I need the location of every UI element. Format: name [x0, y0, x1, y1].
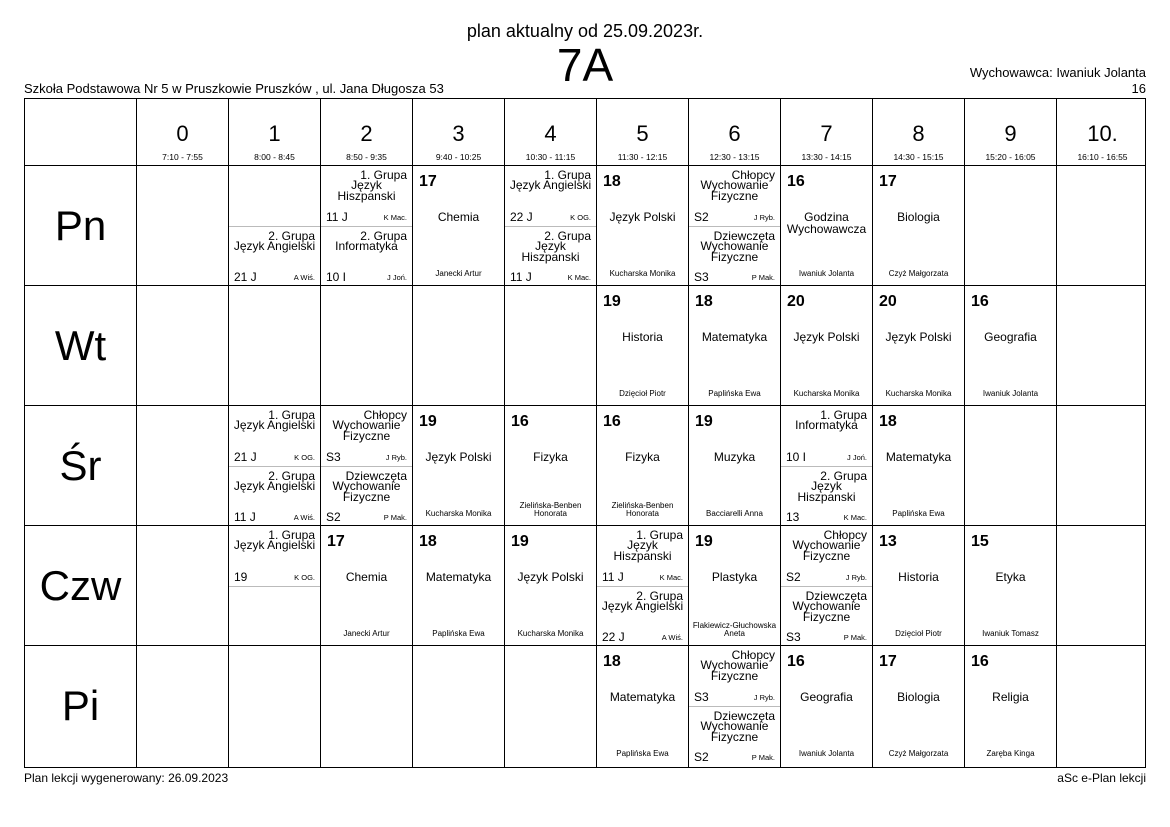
lesson-cell	[229, 166, 320, 285]
subject: Wychowanie Fizyczne	[792, 538, 861, 563]
subject: Język Angielski	[233, 538, 316, 552]
subject: Fizyka	[625, 450, 660, 464]
teacher: P Mak.	[751, 273, 775, 282]
period-time: 8:00 - 8:45	[254, 152, 295, 162]
lesson-cell	[873, 526, 964, 645]
subject: Język Angielski	[601, 599, 684, 613]
lesson-cell	[413, 406, 504, 525]
group-label: Dziewczęta	[805, 589, 867, 603]
lesson-group	[321, 466, 412, 525]
group-label: 1. Grupa	[544, 168, 591, 182]
group-label: Dziewczęta	[713, 229, 775, 243]
teacher: K OG.	[294, 453, 315, 462]
lesson-group	[229, 466, 320, 525]
period-header-8	[872, 99, 964, 165]
lesson-cell	[873, 406, 964, 525]
teacher: K Mac.	[659, 573, 683, 582]
teacher: K OG.	[294, 573, 315, 582]
room: 19	[419, 413, 437, 430]
period-number: 2	[360, 121, 373, 146]
subject: Wychowanie Fizyczne	[700, 658, 769, 683]
lesson-cell	[781, 286, 872, 405]
subject: Język Polski	[793, 330, 860, 344]
period-header-10	[1056, 99, 1148, 165]
room: 11 J	[234, 510, 256, 524]
lesson-cell	[689, 526, 780, 645]
room: 18	[419, 533, 437, 550]
subject: Historia	[898, 570, 939, 584]
lesson-group	[597, 586, 688, 645]
lesson-group	[689, 166, 780, 226]
group-label: 1. Grupa	[268, 408, 315, 422]
subject: Wychowanie Fizyczne	[700, 178, 769, 203]
room: 17	[879, 173, 897, 190]
school-name: Szkoła Podstawowa Nr 5 w Pruszkowie Pruszków , ul. Jana Długosza 53	[24, 81, 444, 96]
room: 19	[603, 293, 621, 310]
period-number: 9	[1004, 121, 1017, 146]
period-number: 8	[912, 121, 925, 146]
period-header-5	[596, 99, 688, 165]
lesson-cell	[781, 406, 872, 525]
group-label: 2. Grupa	[360, 229, 407, 243]
teacher: P Mak.	[383, 513, 407, 522]
subject: Język Angielski	[233, 239, 316, 253]
day-label: Śr	[59, 442, 102, 489]
room: 13	[879, 533, 897, 550]
teacher: Janecki Artur	[343, 629, 390, 638]
lesson-cell	[505, 166, 596, 285]
day-label: Wt	[54, 322, 107, 369]
period-time: 16:10 - 16:55	[1077, 152, 1128, 162]
room: 20	[879, 293, 897, 310]
group-label: Chłopcy	[823, 528, 867, 542]
subject: Język Angielski	[509, 178, 592, 192]
period-header-0	[136, 99, 228, 165]
lesson-cell	[781, 166, 872, 285]
subject: Fizyka	[533, 450, 568, 464]
teacher: Flakiewicz-Głuchowska Aneta	[692, 621, 777, 638]
room: 22 J	[510, 210, 533, 224]
teacher: Zielińska-Benben Honorata	[611, 501, 674, 518]
subject: Etyka	[995, 570, 1026, 584]
group-label: 1. Grupa	[636, 528, 683, 542]
subject: Wychowanie Fizyczne	[700, 239, 769, 264]
timetable-grid	[24, 98, 1146, 768]
teacher: Paplińska Ewa	[708, 389, 761, 398]
teacher: A Wiś.	[293, 513, 315, 522]
subject: Matematyka	[425, 570, 492, 584]
lesson-cell	[321, 166, 412, 285]
teacher: Paplińska Ewa	[432, 629, 485, 638]
teacher: Janecki Artur	[435, 269, 482, 278]
teacher: K Mac.	[383, 213, 407, 222]
group-label: 2. Grupa	[636, 589, 683, 603]
group-label: Dziewczęta	[345, 469, 407, 483]
room: 11 J	[510, 270, 532, 284]
room: 19	[511, 533, 529, 550]
lesson-cell	[597, 646, 688, 765]
lesson-group	[689, 706, 780, 765]
lesson-cell	[965, 646, 1056, 765]
teacher: J Joń.	[846, 453, 867, 462]
room: 16	[971, 653, 989, 670]
day-label: Czw	[39, 562, 122, 609]
room: 16	[603, 413, 621, 430]
teacher: Dzięcioł Piotr	[619, 389, 666, 398]
room: S2	[326, 510, 341, 524]
teacher: Kucharska Monika	[609, 269, 676, 278]
room: S2	[694, 750, 709, 764]
period-number: 4	[544, 121, 557, 146]
room: S2	[786, 570, 801, 584]
lesson-cell	[597, 526, 688, 645]
lesson-cell	[229, 526, 320, 645]
subject: Wychowanie Fizyczne	[332, 418, 401, 443]
subject: Język Hiszpanski	[337, 178, 396, 203]
subject: Wychowanie Fizyczne	[700, 719, 769, 744]
lesson-group	[229, 526, 320, 586]
room: 11 J	[326, 210, 348, 224]
period-number: 5	[636, 121, 649, 146]
lesson-cell	[505, 526, 596, 645]
room: 16	[787, 653, 805, 670]
lesson-group	[781, 406, 872, 466]
subject: Język Polski	[425, 450, 492, 464]
room: 17	[327, 533, 345, 550]
teacher: J Ryb.	[753, 213, 775, 222]
period-header-2	[320, 99, 412, 165]
group-label: 1. Grupa	[360, 168, 407, 182]
period-number: 3	[452, 121, 465, 146]
lesson-cell	[321, 406, 412, 525]
subtitle: plan aktualny od 25.09.2023r.	[466, 21, 704, 41]
subject: Biologia	[897, 690, 940, 704]
room: 19	[695, 413, 713, 430]
group-label: 2. Grupa	[544, 229, 591, 243]
lesson-group	[597, 526, 688, 586]
room: 17	[419, 173, 437, 190]
subject: Matematyka	[609, 690, 676, 704]
group-label: 2. Grupa	[268, 469, 315, 483]
group-label: 1. Grupa	[268, 528, 315, 542]
teacher: P Mak.	[751, 753, 775, 762]
lesson-group	[781, 586, 872, 645]
subject: Historia	[622, 330, 663, 344]
column-divider	[1056, 165, 1057, 767]
period-number: 0	[176, 121, 189, 146]
subject: Religia	[992, 690, 1029, 704]
lesson-group	[321, 166, 412, 226]
subject: Matematyka	[885, 450, 952, 464]
homeroom-teacher: Wychowawca: Iwaniuk Jolanta	[969, 65, 1146, 80]
period-header-4	[504, 99, 596, 165]
teacher: Kucharska Monika	[517, 629, 584, 638]
page-number: 16	[1131, 81, 1146, 96]
column-divider	[136, 165, 137, 767]
subject: Informatyka	[335, 239, 398, 253]
lesson-cell	[597, 286, 688, 405]
subject: Język Hiszpanski	[521, 239, 580, 264]
lesson-cell	[597, 406, 688, 525]
subject: Język Angielski	[233, 418, 316, 432]
teacher: Iwaniuk Jolanta	[982, 389, 1039, 398]
teacher: K Mac.	[567, 273, 591, 282]
group-label: 1. Grupa	[820, 408, 867, 422]
lesson-cell	[597, 166, 688, 285]
lesson-cell	[873, 646, 964, 765]
group-label: Chłopcy	[731, 168, 775, 182]
teacher: Dzięcioł Piotr	[895, 629, 942, 638]
teacher: Czyż Małgorzata	[888, 269, 949, 278]
room: 10 I	[326, 270, 347, 284]
teacher: K Mac.	[843, 513, 867, 522]
room: 16	[511, 413, 529, 430]
subject: Biologia	[897, 210, 940, 224]
lesson-group	[321, 406, 412, 466]
lesson-cell	[321, 526, 412, 645]
teacher: Zaręba Kinga	[986, 749, 1035, 758]
teacher: J Ryb.	[753, 693, 775, 702]
period-time: 11:30 - 12:15	[617, 152, 668, 162]
teacher: Iwaniuk Jolanta	[798, 749, 855, 758]
teacher: P Mak.	[843, 633, 867, 642]
group-label: 2. Grupa	[820, 469, 867, 483]
group-label: Chłopcy	[363, 408, 407, 422]
room: 10 I	[786, 450, 807, 464]
lesson-group	[689, 226, 780, 285]
room: 19	[234, 570, 248, 584]
room: 18	[695, 293, 713, 310]
lesson-group	[321, 226, 412, 285]
group-label: Dziewczęta	[713, 709, 775, 723]
subject: Wychowanie Fizyczne	[792, 599, 861, 624]
period-header-7	[780, 99, 872, 165]
subject: Geografia	[984, 330, 1037, 344]
period-number: 6	[728, 121, 741, 146]
subject: Język Hiszpanski	[797, 479, 856, 504]
period-time: 7:10 - 7:55	[162, 152, 203, 162]
room: 22 J	[602, 630, 625, 644]
period-time: 8:50 - 9:35	[346, 152, 387, 162]
room: S3	[694, 270, 709, 284]
lesson-cell	[873, 166, 964, 285]
lesson-group	[689, 646, 780, 706]
teacher: A Wiś.	[661, 633, 683, 642]
lesson-cell	[689, 646, 780, 765]
room: S2	[694, 210, 709, 224]
group-label: Chłopcy	[731, 648, 775, 662]
day-label: Pn	[54, 202, 107, 249]
lesson-group	[781, 526, 872, 586]
room: 11 J	[602, 570, 624, 584]
lesson-cell	[781, 526, 872, 645]
teacher: Iwaniuk Jolanta	[798, 269, 855, 278]
lesson-cell	[689, 406, 780, 525]
teacher: Bacciarelli Anna	[706, 509, 763, 518]
teacher: Paplińska Ewa	[616, 749, 669, 758]
subject: Geografia	[800, 690, 853, 704]
teacher: Kucharska Monika	[425, 509, 492, 518]
group-label: 2. Grupa	[268, 229, 315, 243]
period-number: 10.	[1087, 121, 1118, 146]
homeroom-info	[970, 65, 1146, 97]
subject: Plastyka	[711, 570, 758, 584]
lesson-group	[505, 166, 596, 226]
teacher: J Ryb.	[385, 453, 407, 462]
lesson-cell	[413, 526, 504, 645]
teacher: Zielińska-Benben Honorata	[519, 501, 582, 518]
subject: Język Hiszpanski	[613, 538, 672, 563]
period-time: 12:30 - 13:15	[709, 152, 760, 162]
subject: Język Polski	[885, 330, 952, 344]
teacher: Kucharska Monika	[793, 389, 860, 398]
subject: Chemia	[345, 570, 388, 584]
room: S3	[786, 630, 801, 644]
generated-date: Plan lekcji wygenerowany: 26.09.2023	[24, 771, 229, 785]
room: 16	[787, 173, 805, 190]
period-header-3	[412, 99, 504, 165]
period-header-6	[688, 99, 780, 165]
room: 19	[695, 533, 713, 550]
subject: Wychowanie Fizyczne	[332, 479, 401, 504]
lesson-cell	[689, 286, 780, 405]
lesson-cell	[965, 526, 1056, 645]
day-label: Pi	[61, 682, 100, 729]
subject: Informatyka	[795, 418, 858, 432]
teacher: Czyż Małgorzata	[888, 749, 949, 758]
lesson-cell	[781, 646, 872, 765]
lesson-cell	[689, 166, 780, 285]
subject: Język Polski	[609, 210, 676, 224]
period-header-1	[228, 99, 320, 165]
subject: Język Polski	[517, 570, 584, 584]
room: 21 J	[234, 270, 257, 284]
subject: Chemia	[437, 210, 480, 224]
period-time: 14:30 - 15:15	[893, 152, 944, 162]
teacher: J Joń.	[386, 273, 407, 282]
period-time: 15:20 - 16:05	[985, 152, 1036, 162]
period-time: 9:40 - 10:25	[435, 152, 482, 162]
period-time: 10:30 - 11:15	[525, 152, 576, 162]
period-time: 13:30 - 14:15	[801, 152, 852, 162]
room: 15	[971, 533, 989, 550]
lesson-cell	[413, 166, 504, 285]
class-name: 7A	[556, 39, 614, 91]
room: 21 J	[234, 450, 257, 464]
period-number: 7	[820, 121, 833, 146]
room: 18	[879, 413, 897, 430]
teacher: J Ryb.	[845, 573, 867, 582]
teacher: Paplińska Ewa	[892, 509, 945, 518]
lesson-cell	[965, 286, 1056, 405]
teacher: A Wiś.	[293, 273, 315, 282]
subject: Muzyka	[713, 450, 756, 464]
room: 13	[786, 510, 800, 524]
room: 16	[971, 293, 989, 310]
room: 20	[787, 293, 805, 310]
subject: Matematyka	[701, 330, 768, 344]
lesson-group	[781, 466, 872, 525]
room: S3	[694, 690, 709, 704]
period-number: 1	[268, 121, 281, 146]
room: 17	[879, 653, 897, 670]
room: 18	[603, 173, 621, 190]
lesson-cell	[505, 406, 596, 525]
group-separator	[229, 586, 320, 587]
room: S3	[326, 450, 341, 464]
lesson-group	[229, 226, 320, 285]
room: 18	[603, 653, 621, 670]
lesson-group	[229, 406, 320, 466]
subject: Język Angielski	[233, 479, 316, 493]
period-header-9	[964, 99, 1056, 165]
teacher: Iwaniuk Tomasz	[982, 629, 1039, 638]
software-name: aSc e-Plan lekcji	[1057, 771, 1146, 785]
lesson-cell	[229, 406, 320, 525]
lesson-cell	[873, 286, 964, 405]
lesson-group	[505, 226, 596, 285]
subject: Godzina Wychowawcza	[786, 210, 867, 236]
teacher: K OG.	[570, 213, 591, 222]
teacher: Kucharska Monika	[885, 389, 952, 398]
